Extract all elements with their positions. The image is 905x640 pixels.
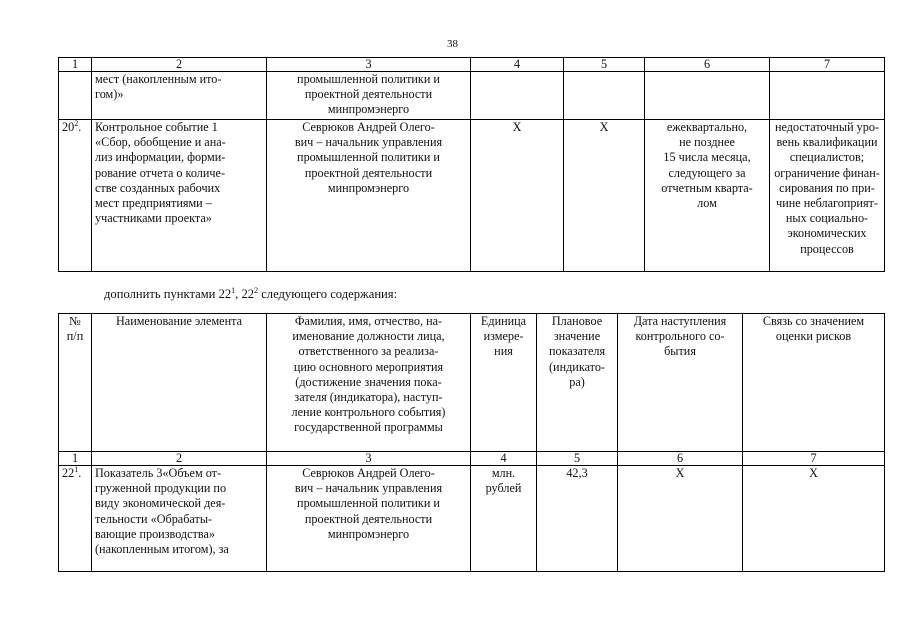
column-number: 1 (59, 452, 92, 466)
row-number-suffix: . (78, 120, 82, 134)
header-num (59, 314, 92, 452)
text-line: мест предприятиями – (95, 196, 212, 211)
text-line: Контрольное событие 1 (95, 120, 218, 134)
text-line: № (69, 314, 81, 328)
cell-risk (770, 120, 885, 272)
text-line: проектной деятельности (304, 87, 433, 102)
text-line: Единица (480, 314, 527, 328)
text-line: сирования по при- (779, 180, 875, 195)
column-number: 5 (564, 58, 645, 72)
text-line: вич – начальник управления (294, 481, 443, 496)
column-number: 7 (770, 58, 885, 72)
text-line: недостаточный уро- (774, 120, 880, 134)
text-line: отчетным кварта- (661, 180, 753, 195)
cell-responsible (267, 466, 471, 572)
cell-unit (471, 72, 564, 120)
text-line: проектной деятельности (304, 511, 433, 526)
column-number: 3 (267, 58, 471, 72)
text-line: контрольного со- (635, 329, 725, 344)
column-number: 3 (267, 452, 471, 466)
table-row (59, 72, 885, 120)
header-unit (471, 314, 537, 452)
column-number: 5 (537, 452, 618, 466)
cell-num (59, 466, 92, 572)
cell-date (645, 120, 770, 272)
header-event-date (618, 314, 743, 452)
column-number: 7 (743, 452, 885, 466)
cell-date (645, 72, 770, 120)
note-superscript: 1 (231, 285, 236, 295)
text-line: тельности «Обрабаты- (95, 511, 213, 526)
cell-unit (471, 466, 537, 572)
text-line: п/п (66, 329, 84, 344)
cell-risk (770, 72, 885, 120)
text-line: (накопленным итогом), за (95, 542, 229, 557)
table-header-row (59, 314, 885, 452)
text-line: государственной программы (294, 420, 443, 435)
table-row (59, 466, 885, 572)
table-row (59, 120, 885, 272)
text-line: ра) (569, 374, 585, 389)
text-line: чине неблагоприят- (776, 196, 878, 211)
text-line: Фамилия, имя, отчество, на- (294, 314, 443, 328)
text-line: (достижение значения пока- (295, 374, 442, 389)
table-new-items (58, 313, 885, 572)
text-line: зателя (индикатора), наступ- (294, 390, 443, 405)
note-text: следующего содержания: (258, 287, 398, 301)
text-line: мест (накопленным ито- (95, 72, 222, 86)
text-line: бытия (664, 344, 696, 359)
text-line: Связь со значением (762, 314, 865, 328)
text-line: Наименование элемента (115, 314, 242, 328)
cell-date: Х (618, 466, 743, 572)
text-line: ежеквартально, (666, 120, 748, 134)
text-line: ление контрольного события) (291, 405, 446, 420)
cell-num (59, 120, 92, 272)
cell-value: 42,3 (537, 466, 618, 572)
text-line: измере- (483, 329, 524, 344)
note-text: , 22 (235, 287, 255, 301)
text-line: лиз информации, форми- (95, 150, 226, 165)
text-line: проектной деятельности (304, 165, 433, 180)
text-line: ограничение финан- (774, 165, 880, 180)
note-text: дополнить пунктами 22 (104, 287, 232, 301)
text-line: минпромэнерго (327, 102, 410, 117)
column-number: 4 (471, 452, 537, 466)
text-line: стве созданных рабочих (95, 180, 221, 195)
text-line: 15 числа месяца, (663, 150, 751, 165)
text-line: минпромэнерго (327, 180, 410, 195)
text-line: экономических (787, 226, 867, 241)
cell-name (92, 72, 267, 120)
cell-name (92, 120, 267, 272)
text-line: следующего за (668, 165, 746, 180)
text-line: промышленной политики и (297, 72, 440, 86)
cell-name (92, 466, 267, 572)
row-number-suffix: . (78, 466, 82, 480)
column-number: 6 (618, 452, 743, 466)
column-number: 2 (92, 452, 267, 466)
header-responsible (267, 314, 471, 452)
text-line: вич – начальник управления (294, 135, 443, 150)
text-line: вень квалификации (776, 135, 878, 150)
text-line: не позднее (679, 135, 735, 150)
text-line: значение (553, 329, 601, 344)
text-line: именование должности лица, (292, 329, 445, 344)
table-column-numbers (59, 58, 885, 72)
row-number: 20 (62, 120, 75, 134)
text-line: процессов (800, 241, 854, 256)
text-line: цию основного мероприятия (293, 359, 444, 374)
text-line: показателя (548, 344, 606, 359)
text-line: Севрюков Андрей Олего- (302, 120, 435, 134)
row-number-superscript: 1 (74, 465, 79, 474)
cell-responsible (267, 120, 471, 272)
header-name (92, 314, 267, 452)
text-line: промышленной политики и (297, 496, 440, 511)
cell-unit: Х (471, 120, 564, 272)
cell-num (59, 72, 92, 120)
amendment-note (104, 287, 397, 302)
text-line: (индикато- (549, 359, 605, 374)
text-line: минпромэнерго (327, 526, 410, 541)
text-line: ных социально- (785, 211, 869, 226)
header-risk-link (743, 314, 885, 452)
row-number-superscript: 2 (74, 119, 79, 128)
text-line: Показатель 3«Объем от- (95, 466, 222, 480)
text-line: Севрюков Андрей Олего- (302, 466, 435, 480)
text-line: млн. (491, 466, 516, 480)
cell-responsible (267, 72, 471, 120)
header-planned-value (537, 314, 618, 452)
table-column-numbers (59, 452, 885, 466)
column-number: 6 (645, 58, 770, 72)
text-line: Дата наступления (633, 314, 727, 328)
column-number: 2 (92, 58, 267, 72)
text-line: специалистов; (789, 150, 865, 165)
text-line: виду экономической дея- (95, 496, 226, 511)
text-line: промышленной политики и (297, 150, 440, 165)
column-number: 4 (471, 58, 564, 72)
text-line: оценки рисков (775, 329, 852, 344)
table-continuation (58, 57, 885, 272)
text-line: груженной продукции по (95, 481, 227, 496)
column-number: 1 (59, 58, 92, 72)
cell-value: Х (564, 120, 645, 272)
text-line: вающие производства» (95, 526, 215, 541)
cell-value (564, 72, 645, 120)
text-line: гом)» (95, 87, 124, 102)
row-number: 22 (62, 466, 75, 480)
text-line: ответственного за реализа- (298, 344, 439, 359)
text-line: рование отчета о количе- (95, 165, 225, 180)
page-number: 38 (447, 38, 458, 50)
note-superscript: 2 (254, 285, 259, 295)
cell-risk: Х (743, 466, 885, 572)
text-line: лом (697, 196, 717, 211)
text-line: участниками проекта» (95, 211, 212, 226)
text-line: ния (494, 344, 513, 359)
text-line: Плановое (551, 314, 603, 328)
text-line: «Сбор, обобщение и ана- (95, 135, 226, 150)
text-line: рублей (485, 481, 522, 496)
